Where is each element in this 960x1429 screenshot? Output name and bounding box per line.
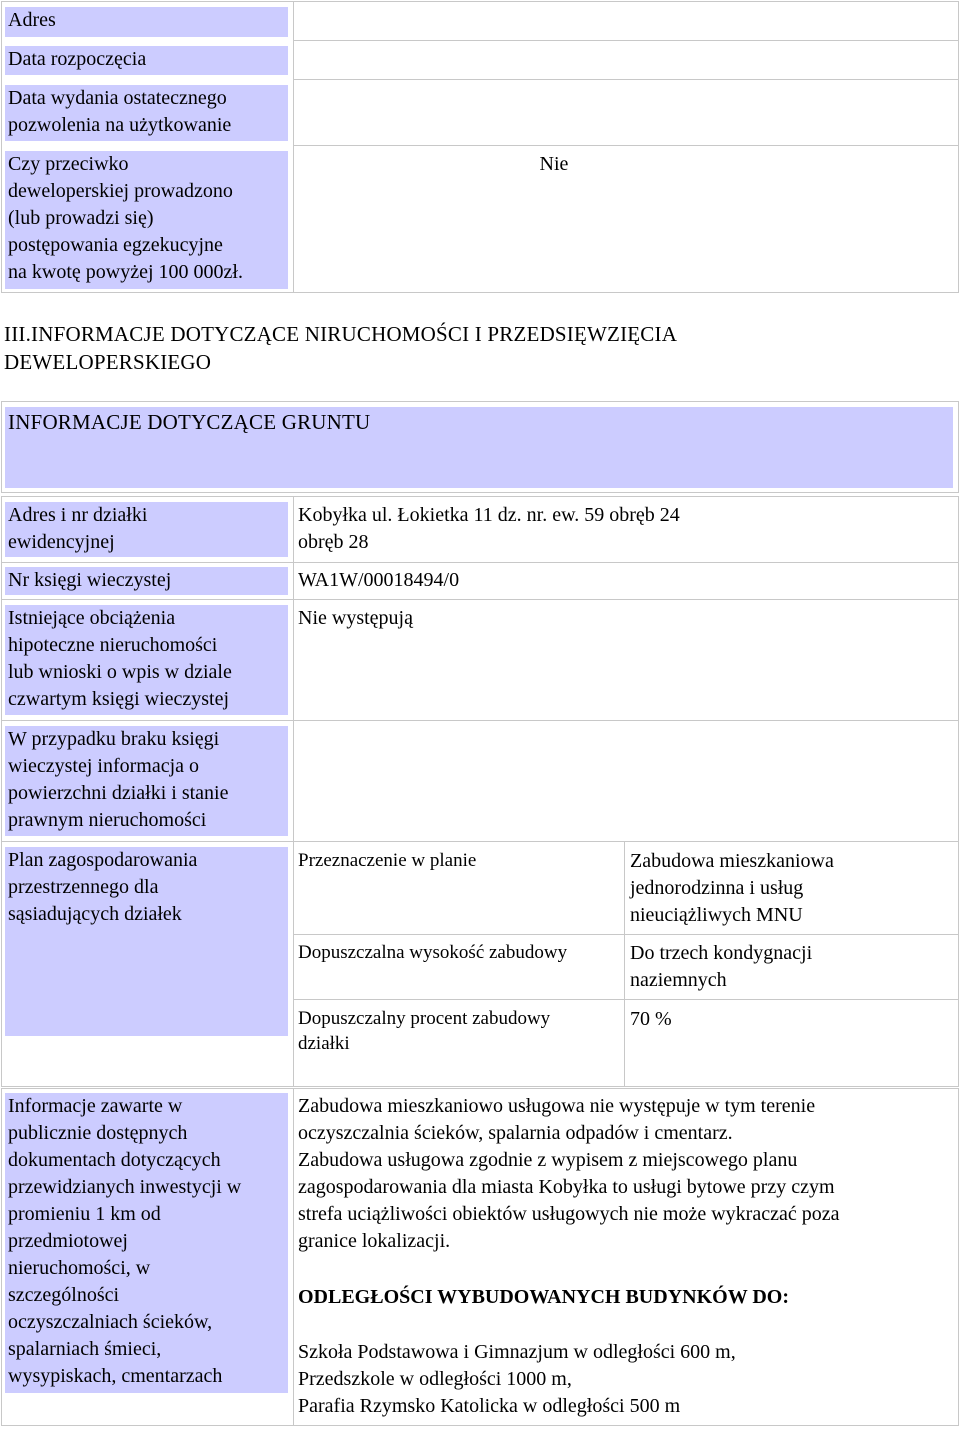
plan-name-wysokosc: Dopuszczalna wysokość zabudowy — [298, 942, 568, 963]
row-divider — [294, 934, 959, 935]
distances-list: Szkoła Podstawowa i Gimnazjum w odległości 600 m, Przedszkole w odległości 1000 m, Parafia Rzymsko Katolicka w odległości 500 m — [298, 1341, 736, 1417]
value-adres-dzialki: Kobyłka ul. Łokietka 11 dz. nr. ew. 59 obręb 24 obręb 28 — [298, 504, 680, 553]
label-inwestycje: Informacje zawarte w publicznie dostępnych dokumentach dotyczących przewidzianych inwestycji w promieniu 1 km od przedmiotowej nieruchomości, w szczególności oczyszczalniach ścieków, spalarniach śmieci, wysypiskach, cmentarzach — [5, 1093, 288, 1393]
section-heading: III.INFORMACJE DOTYCZĄCE NIRUCHOMOŚCI I PRZEDSIĘWZIĘCIA DEWELOPERSKIEGO — [4, 322, 678, 374]
row-divider — [294, 999, 959, 1000]
label-egzekucja: Czy przeciwko deweloperskiej prowadzono (lub prowadzi się) postępowania egzekucyjne na kwotę powyżej 100 000zł. — [5, 151, 288, 289]
label-ksiega: Nr księgi wieczystej — [5, 567, 288, 595]
plan-col-divider — [624, 842, 625, 1087]
plan-name-przeznaczenie: Przeznaczenie w planie — [298, 850, 477, 871]
label-obciazenia: Istniejące obciążenia hipoteczne nieruchomości lub wnioski o wpis w dziale czwartym księgi wieczystej — [5, 605, 288, 715]
label-plan: Plan zagospodarowania przestrzennego dla sąsiadujących działek — [5, 847, 288, 1036]
row-divider — [1, 562, 959, 563]
row-divider — [1, 841, 959, 842]
plan-name-procent: Dopuszczalny procent zabudowy działki — [298, 1008, 551, 1054]
grunt-header — [5, 407, 953, 488]
value-egzekucja: Nie — [539, 153, 569, 175]
value-obciazenia: Nie występują — [298, 607, 413, 629]
plan-value-przeznaczenie: Zabudowa mieszkaniowa jednorodzinna i usług nieuciążliwych MNU — [630, 850, 834, 926]
label-data-wydania: Data wydania ostatecznego pozwolenia na użytkowanie — [5, 85, 288, 141]
label-brak-ksiegi: W przypadku braku księgi wieczystej informacja o powierzchni działki i stanie prawnym nieruchomości — [5, 726, 288, 836]
label-adres-dzialki: Adres i nr działki ewidencyjnej — [5, 502, 288, 557]
row-divider — [294, 145, 959, 146]
row-divider — [294, 79, 959, 80]
row-divider — [1, 720, 959, 721]
inwestycje-text: Zabudowa mieszkaniowo usługowa nie występuje w tym terenie oczyszczalnia ścieków, spalarnia odpadów i cmentarz. Zabudowa usługowa zgodnie z wypisem z miejscowego planu zagospodarowania dla miasta Kobyłka to usługi bytowe przy czym strefa uciążliwości obiektów usługowych nie może wykraczać poza granice lokalizacji. — [298, 1095, 840, 1252]
plan-value-procent: 70 % — [630, 1008, 672, 1030]
top-table-divider — [293, 1, 294, 293]
label-data-rozpoczecia: Data rozpoczęcia — [5, 46, 288, 75]
value-ksiega: WA1W/00018494/0 — [298, 569, 460, 591]
plan-value-wysokosc: Do trzech kondygnacji naziemnych — [630, 942, 813, 991]
row-divider — [294, 40, 959, 41]
grunt-header-title: INFORMACJE DOTYCZĄCE GRUNTU — [8, 410, 371, 434]
distances-heading: ODLEGŁOŚCI WYBUDOWANYCH BUDYNKÓW DO: — [298, 1286, 789, 1308]
row-divider — [1, 599, 959, 600]
inwestycje-col-divider — [293, 1088, 294, 1426]
label-adres: Adres — [5, 7, 288, 37]
